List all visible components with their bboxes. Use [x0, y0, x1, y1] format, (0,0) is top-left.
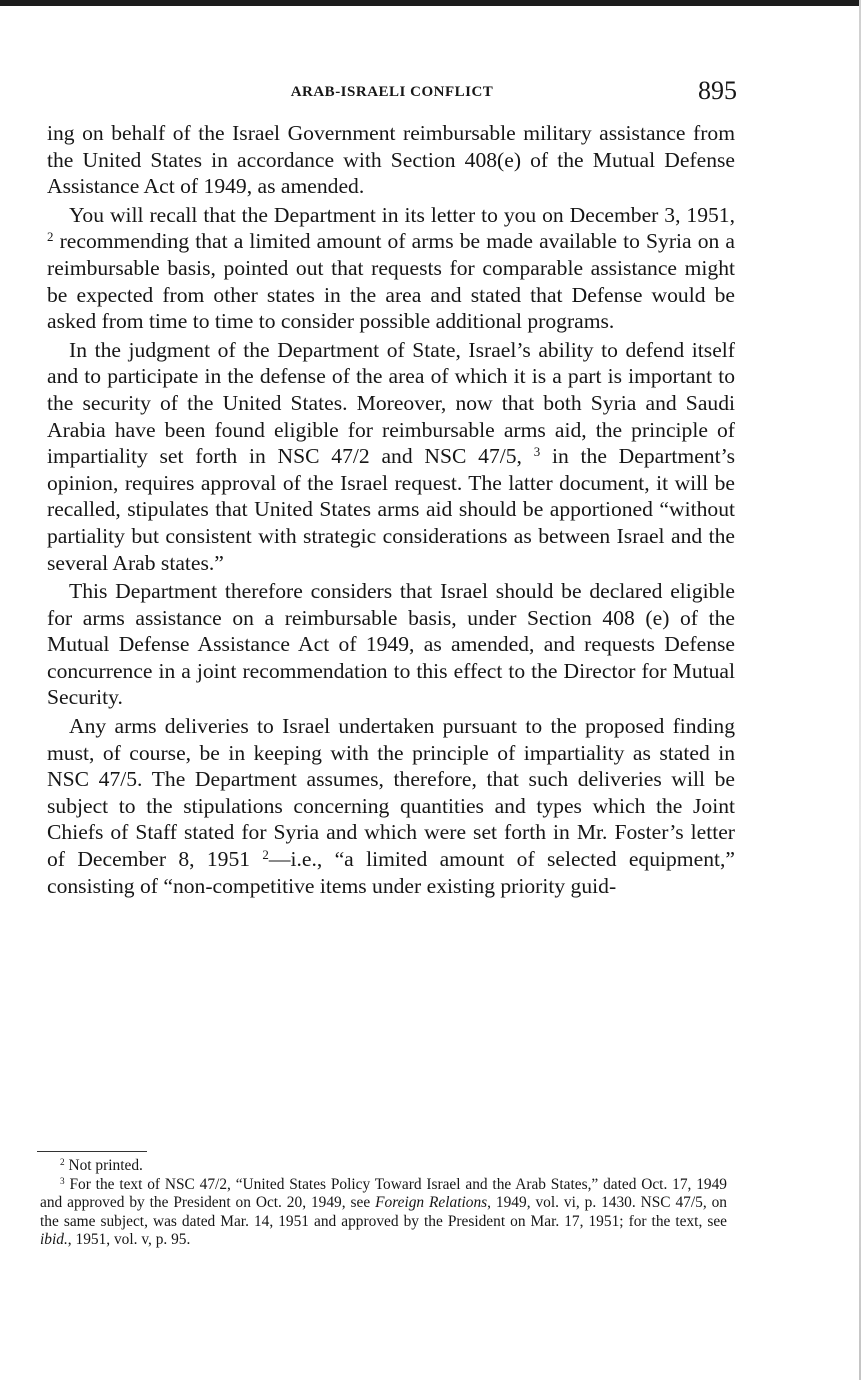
footnote-3-text-c: , 1951, vol. v, p. 95. [67, 1231, 191, 1249]
footnotes [40, 1157, 727, 1250]
footnote-2 [40, 1157, 727, 1176]
footnote-3-mark: 3 [60, 1175, 65, 1186]
running-head [47, 76, 737, 110]
footnote-divider [37, 1151, 147, 1152]
body-text [47, 120, 735, 901]
paragraph-4 [47, 578, 735, 711]
footnote-3-italic-ibid: ibid. [40, 1231, 68, 1249]
paragraph-5-text-b: —i.e., “a limited amount of selected equipment,” consisting of “non-competitive items under existing priority guid- [47, 847, 735, 898]
footnote-ref-2: 2 [47, 229, 54, 245]
paragraph-3-text-b: in the Department’s opinion, requires approval of the Israel request. The latter document, it will be recalled, stipulates that United States arms aid should be apportioned “without partiality but consistent with strategic considerations as between Israel and the several Arab states.” [47, 444, 735, 575]
footnote-3-text-b: , 1949, vol. vi, p. 1430. NSC 47/5, on the same subject, was dated Mar. 14, 1951 and approved by the President on Mar. 17, 1951; for the text, see [40, 1194, 727, 1230]
footnote-ref-2-repeat: 2 [262, 846, 269, 862]
paragraph-2-text-b: recommending that a limited amount of arms be made available to Syria on a reimbursable basis, pointed out that requests for comparable assistance might be expected from other states in the area and stated that Defense would be asked from time to time to consider possible additional programs. [47, 229, 735, 334]
footnote-3-text-a: For the text of NSC 47/2, “United States Policy Toward Israel and the Arab States,” dated Oct. 17, 1949 and approved by the President on Oct. 20, 1949, see [40, 1175, 727, 1212]
footnote-2-text: Not printed. [68, 1157, 143, 1174]
paragraph-2-text-a: You will recall that the Department in its letter to you on December 3, 1951, [69, 202, 735, 227]
paragraph-1 [47, 120, 735, 200]
footnote-3 [40, 1176, 727, 1250]
paragraph-3 [47, 337, 735, 576]
running-title: ARAB-ISRAELI CONFLICT [290, 84, 494, 100]
paragraph-5-text-a: Any arms deliveries to Israel undertaken pursuant to the proposed finding must, of course, be in keeping with the principle of impartiality as stated in NSC 47/5. The Department assumes, therefore, that such deliveries will be subject to the stipulations concerning quantities and types which the Joint Chiefs of Staff stated for Syria and which were set forth in Mr. Foster’s letter of December 8, 1951 [47, 714, 735, 872]
paragraph-4-text: This Department therefore considers that Israel should be declared eligible for arms assistance on a reimbursable basis, under Section 408 (e) of the Mutual Defense Assistance Act of 1949, as amended, and requests Defense concurrence in a joint recommendation to this effect to the Director for Mutual Security. [47, 579, 735, 710]
paragraph-3-text-a: In the judgment of the Department of State, Israel’s ability to defend itself and to participate in the defense of the area of which it is a part is important to the security of the United States. Moreover, now that both Syria and Saudi Arabia have been found eligible for reimbursable arms aid, the principle of impartiality set forth in NSC 47/2 and NSC 47/5, [47, 337, 735, 469]
page-number: 895 [698, 76, 737, 105]
paragraph-2 [47, 202, 735, 335]
paragraph-5 [47, 713, 735, 899]
footnote-3-italic-title: Foreign Relations [375, 1194, 488, 1212]
footnote-ref-3: 3 [533, 444, 541, 459]
page-top-edge [0, 0, 861, 6]
paragraph-1-text: ing on behalf of the Israel Government reimbursable military assistance from the United States in accordance with Section 408(e) of the Mutual Defense Assistance Act of 1949, as amended. [47, 121, 735, 199]
footnote-2-mark: 2 [60, 1156, 65, 1167]
